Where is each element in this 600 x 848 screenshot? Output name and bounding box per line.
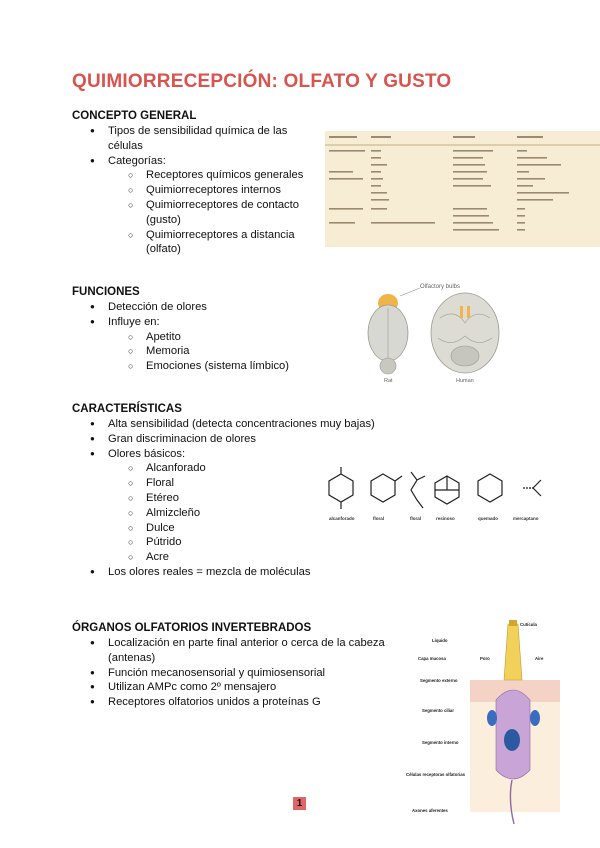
list-item: ○ Quimiorreceptores a distancia (olfato) — [88, 228, 318, 258]
diagram-label: Capa mucosa — [418, 656, 446, 661]
brains-image — [360, 278, 500, 388]
diagram-label: Líquido — [432, 638, 448, 643]
organos-list — [88, 636, 398, 710]
molecule-label: quemado — [478, 516, 499, 521]
diagram-label: Segmento externo — [420, 678, 458, 683]
list-item: ○ Quimiorreceptores internos — [88, 183, 318, 198]
molecule-label: mercaptano — [513, 516, 539, 521]
receptor-diagram-image — [400, 620, 560, 825]
brain-callout-label: Olfactory bulbs — [420, 284, 461, 290]
page-number-badge: 1 — [293, 797, 306, 810]
diagram-label: Cutícula — [520, 622, 537, 627]
diagram-label: Segmento interno — [422, 740, 459, 745]
list-item: ○ Pútrido — [88, 535, 388, 550]
list-item: ○ Memoria — [88, 344, 328, 359]
olfactory-receptor-figure — [400, 620, 560, 825]
list-item: ○ Emociones (sistema límbico) — [88, 359, 328, 374]
list-item: ○ Floral — [88, 476, 388, 491]
molecule-label: floral — [410, 516, 422, 521]
list-item: ○ Dulce — [88, 521, 388, 536]
odor-molecules-figure — [323, 462, 563, 524]
list-item: ● Función mecanosensorial y quimiosensorial — [88, 666, 398, 681]
list-item: ○ Receptores químicos generales — [88, 168, 318, 183]
diagram-label: Axones aferentes — [412, 808, 448, 813]
section-heading-funciones: FUNCIONES — [72, 286, 140, 298]
molecule-label: resinoso — [436, 516, 455, 521]
list-item: ○ Quimiorreceptores de contacto (gusto) — [88, 198, 318, 228]
funciones-list — [88, 300, 328, 374]
diagram-label: Aire — [535, 656, 544, 661]
list-item: ○ Apetito — [88, 330, 328, 345]
list-item: ● Tipos de sensibilidad química de las células — [88, 124, 318, 154]
brain-caption-left: Rat — [384, 378, 393, 384]
list-item: ○ Acre — [88, 550, 388, 565]
brain-figure — [360, 278, 500, 388]
diagram-label: Poro — [480, 656, 490, 661]
table-image — [325, 131, 600, 247]
section-heading-organos: ÓRGANOS OLFATORIOS INVERTEBRADOS — [72, 622, 312, 634]
list-item: ● Influye en: — [88, 315, 328, 330]
molecule-label: floral — [373, 516, 385, 521]
concepto-list — [88, 124, 318, 257]
list-item: ● Olores básicos: — [88, 447, 388, 462]
section-heading-concepto: CONCEPTO GENERAL — [72, 110, 197, 122]
list-item: ○ Etéreo — [88, 491, 388, 506]
list-item: ● Detección de olores — [88, 300, 328, 315]
list-item: ● Alta sensibilidad (detecta concentraciones muy bajas) — [88, 417, 388, 432]
list-item: ○ Almizcleño — [88, 506, 388, 521]
chemoreceptor-table-figure — [325, 131, 600, 247]
molecule-label: alcanforado — [329, 516, 355, 521]
molecules-image — [323, 462, 563, 524]
list-item: ● Gran discriminacion de olores — [88, 432, 388, 447]
diagram-label: Células receptoras olfatorias — [406, 772, 465, 777]
brain-caption-right: Human — [456, 378, 474, 384]
page-title: QUIMIORRECEPCIÓN: OLFATO Y GUSTO — [72, 71, 452, 92]
list-item: ● Receptores olfatorios unidos a proteínas G — [88, 695, 398, 710]
list-item: ● Los olores reales = mezcla de moléculas — [88, 565, 388, 580]
section-heading-caracteristicas: CARACTERÍSTICAS — [72, 403, 182, 415]
diagram-label: Segmento ciliar — [422, 708, 454, 713]
list-item: ● Localización en parte final anterior o cerca de la cabeza (antenas) — [88, 636, 398, 666]
list-item: ○ Alcanforado — [88, 461, 388, 476]
list-item: ● Utilizan AMPc como 2º mensajero — [88, 680, 398, 695]
list-item: ● Categorías: — [88, 154, 318, 169]
